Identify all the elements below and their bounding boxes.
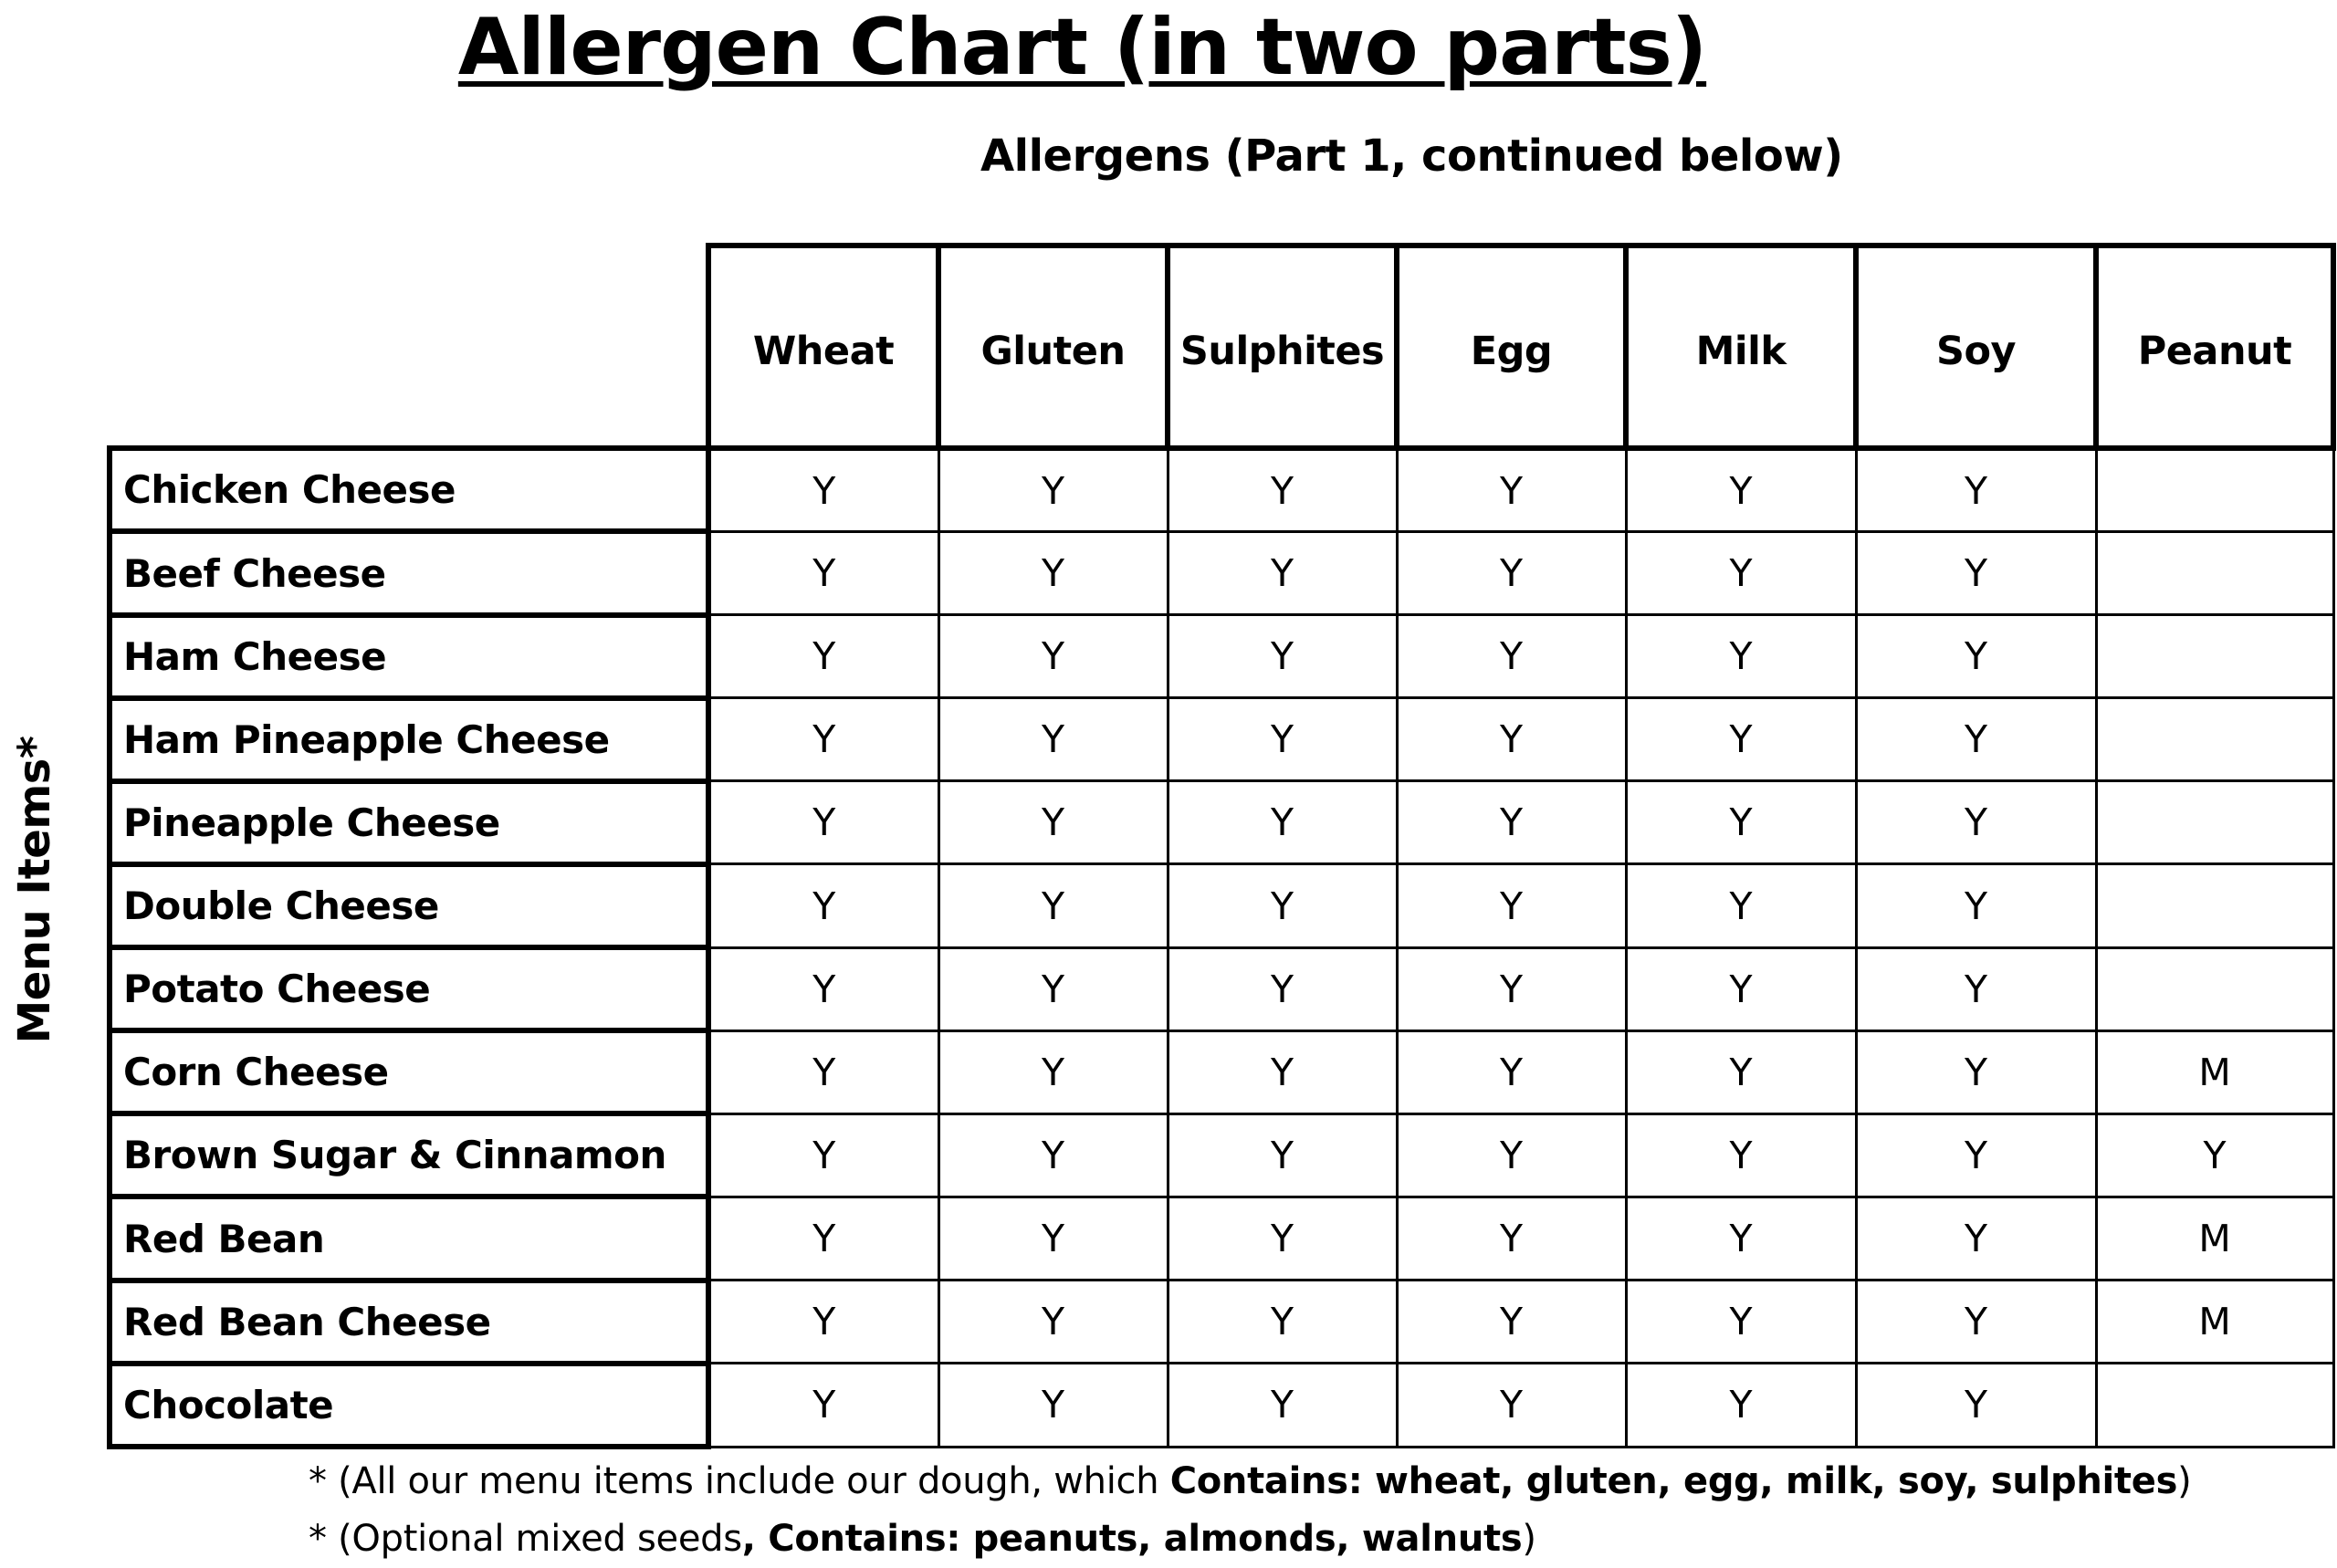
- cell-peanut: [2096, 698, 2333, 781]
- cell-peanut: [2096, 947, 2333, 1030]
- footnote-text: * (Optional mixed seeds: [309, 1518, 742, 1560]
- cell-soy: Y: [1856, 1113, 2096, 1197]
- column-header-soy: Soy: [1856, 246, 2096, 448]
- cell-milk: Y: [1626, 1281, 1856, 1364]
- cell-peanut: [2096, 781, 2333, 864]
- column-header-egg: Egg: [1397, 246, 1626, 448]
- menu-item-label: Red Bean: [110, 1197, 708, 1280]
- cell-wheat: Y: [708, 448, 938, 531]
- cell-egg: Y: [1397, 781, 1626, 864]
- cell-wheat: Y: [708, 531, 938, 614]
- cell-wheat: Y: [708, 698, 938, 781]
- cell-gluten: Y: [938, 781, 1168, 864]
- cell-egg: Y: [1397, 531, 1626, 614]
- cell-gluten: Y: [938, 1197, 1168, 1280]
- menu-item-label: Ham Cheese: [110, 615, 708, 698]
- table-row: [110, 698, 2333, 781]
- cell-milk: Y: [1626, 781, 1856, 864]
- cell-soy: Y: [1856, 864, 2096, 947]
- column-header-wheat: Wheat: [708, 246, 938, 448]
- cell-gluten: Y: [938, 947, 1168, 1030]
- cell-egg: Y: [1397, 1030, 1626, 1113]
- cell-wheat: Y: [708, 1030, 938, 1113]
- cell-peanut: [2096, 864, 2333, 947]
- menu-item-label: Ham Pineapple Cheese: [110, 698, 708, 781]
- table-row: [110, 1197, 2333, 1280]
- cell-milk: Y: [1626, 1030, 1856, 1113]
- cell-wheat: Y: [708, 615, 938, 698]
- table-row: [110, 531, 2333, 614]
- footnote-text: * (All our menu items include our dough, which: [309, 1460, 1170, 1502]
- cell-milk: Y: [1626, 448, 1856, 531]
- cell-sulphites: Y: [1168, 864, 1397, 947]
- cell-soy: Y: [1856, 531, 2096, 614]
- menu-item-label: Beef Cheese: [110, 531, 708, 614]
- cell-peanut: [2096, 615, 2333, 698]
- table-row: [110, 1281, 2333, 1364]
- cell-milk: Y: [1626, 1364, 1856, 1447]
- cell-sulphites: Y: [1168, 1113, 1397, 1197]
- cell-peanut: M: [2096, 1197, 2333, 1280]
- cell-egg: Y: [1397, 698, 1626, 781]
- cell-egg: Y: [1397, 1197, 1626, 1280]
- column-header-milk: Milk: [1626, 246, 1856, 448]
- cell-gluten: Y: [938, 698, 1168, 781]
- cell-peanut: M: [2096, 1281, 2333, 1364]
- cell-wheat: Y: [708, 1113, 938, 1197]
- cell-peanut: [2096, 448, 2333, 531]
- menu-item-label: Pineapple Cheese: [110, 781, 708, 864]
- cell-gluten: Y: [938, 531, 1168, 614]
- cell-sulphites: Y: [1168, 947, 1397, 1030]
- cell-sulphites: Y: [1168, 531, 1397, 614]
- cell-wheat: Y: [708, 947, 938, 1030]
- cell-gluten: Y: [938, 448, 1168, 531]
- table-row: [110, 1030, 2333, 1113]
- table-header-row: [110, 246, 2333, 448]
- cell-sulphites: Y: [1168, 1197, 1397, 1280]
- cell-egg: Y: [1397, 1113, 1626, 1197]
- footnote-close: ): [1522, 1518, 1536, 1560]
- cell-egg: Y: [1397, 448, 1626, 531]
- cell-gluten: Y: [938, 615, 1168, 698]
- cell-soy: Y: [1856, 615, 2096, 698]
- cell-milk: Y: [1626, 698, 1856, 781]
- cell-milk: Y: [1626, 864, 1856, 947]
- cell-gluten: Y: [938, 864, 1168, 947]
- cell-soy: Y: [1856, 1030, 2096, 1113]
- menu-item-label: Corn Cheese: [110, 1030, 708, 1113]
- cell-egg: Y: [1397, 947, 1626, 1030]
- cell-sulphites: Y: [1168, 1030, 1397, 1113]
- cell-sulphites: Y: [1168, 1281, 1397, 1364]
- menu-item-label: Red Bean Cheese: [110, 1281, 708, 1364]
- footnotes: [309, 1453, 2191, 1568]
- menu-item-label: Chocolate: [110, 1364, 708, 1447]
- cell-milk: Y: [1626, 1113, 1856, 1197]
- cell-peanut: M: [2096, 1030, 2333, 1113]
- cell-gluten: Y: [938, 1030, 1168, 1113]
- table-subtitle: Allergens (Part 1, continued below): [980, 131, 1843, 182]
- menu-item-label: Double Cheese: [110, 864, 708, 947]
- cell-wheat: Y: [708, 1197, 938, 1280]
- footnote-contains: Contains: wheat, gluten, egg, milk, soy, sulphites: [1169, 1460, 2178, 1502]
- cell-sulphites: Y: [1168, 698, 1397, 781]
- cell-sulphites: Y: [1168, 448, 1397, 531]
- footnote-close: ): [2177, 1460, 2192, 1502]
- cell-peanut: [2096, 531, 2333, 614]
- cell-milk: Y: [1626, 531, 1856, 614]
- cell-sulphites: Y: [1168, 1364, 1397, 1447]
- column-header-peanut: Peanut: [2096, 246, 2333, 448]
- cell-soy: Y: [1856, 947, 2096, 1030]
- footnote-seeds: [309, 1511, 2191, 1568]
- cell-milk: Y: [1626, 947, 1856, 1030]
- column-header-gluten: Gluten: [938, 246, 1168, 448]
- cell-soy: Y: [1856, 1364, 2096, 1447]
- cell-gluten: Y: [938, 1113, 1168, 1197]
- table-row: [110, 1364, 2333, 1447]
- table-row: [110, 947, 2333, 1030]
- table-row: [110, 448, 2333, 531]
- cell-sulphites: Y: [1168, 615, 1397, 698]
- cell-soy: Y: [1856, 781, 2096, 864]
- cell-milk: Y: [1626, 615, 1856, 698]
- cell-soy: Y: [1856, 1197, 2096, 1280]
- allergen-table: [107, 243, 2336, 1449]
- menu-item-label: Potato Cheese: [110, 947, 708, 1030]
- cell-soy: Y: [1856, 448, 2096, 531]
- page-title: Allergen Chart (in two parts): [457, 2, 1707, 93]
- cell-egg: Y: [1397, 615, 1626, 698]
- cell-wheat: Y: [708, 864, 938, 947]
- cell-sulphites: Y: [1168, 781, 1397, 864]
- table-row: [110, 864, 2333, 947]
- footnote-contains: , Contains: peanuts, almonds, walnuts: [741, 1518, 1523, 1560]
- menu-item-label: Chicken Cheese: [110, 448, 708, 531]
- cell-peanut: [2096, 1364, 2333, 1447]
- cell-egg: Y: [1397, 1281, 1626, 1364]
- cell-milk: Y: [1626, 1197, 1856, 1280]
- cell-gluten: Y: [938, 1281, 1168, 1364]
- cell-egg: Y: [1397, 864, 1626, 947]
- footnote-dough: [309, 1453, 2191, 1511]
- cell-wheat: Y: [708, 1281, 938, 1364]
- cell-gluten: Y: [938, 1364, 1168, 1447]
- table-corner: [110, 246, 708, 448]
- cell-wheat: Y: [708, 1364, 938, 1447]
- cell-wheat: Y: [708, 781, 938, 864]
- cell-soy: Y: [1856, 1281, 2096, 1364]
- table-row: [110, 781, 2333, 864]
- column-header-sulphites: Sulphites: [1168, 246, 1397, 448]
- cell-peanut: Y: [2096, 1113, 2333, 1197]
- menu-items-axis-label: Menu Items*: [9, 736, 60, 1044]
- menu-item-label: Brown Sugar & Cinnamon: [110, 1113, 708, 1197]
- table-row: [110, 615, 2333, 698]
- table-row: [110, 1113, 2333, 1197]
- cell-egg: Y: [1397, 1364, 1626, 1447]
- cell-soy: Y: [1856, 698, 2096, 781]
